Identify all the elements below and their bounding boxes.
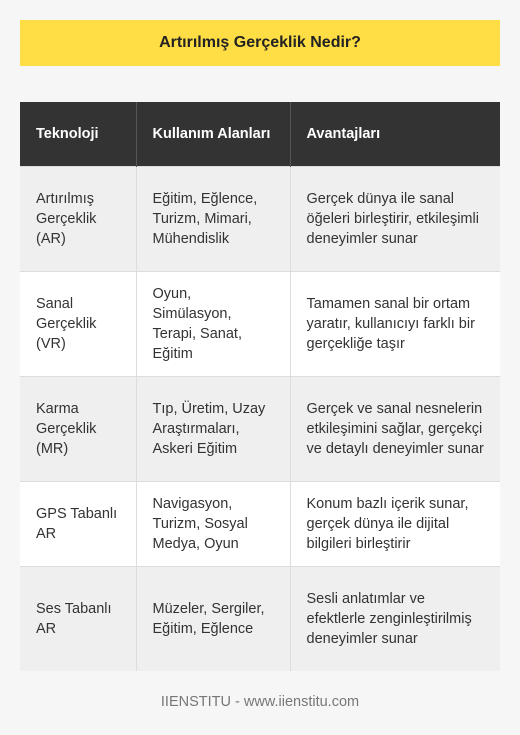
cell-usage-areas: Müzeler, Sergiler, Eğitim, Eğlence <box>136 567 290 672</box>
cell-usage-areas: Tıp, Üretim, Uzay Araştırmaları, Askeri Eğitim <box>136 377 290 482</box>
header-usage-areas: Kullanım Alanları <box>136 102 290 167</box>
header-advantages: Avantajları <box>290 102 500 167</box>
cell-technology: Karma Gerçeklik (MR) <box>20 377 136 482</box>
table-header-row <box>20 102 500 167</box>
ar-comparison-table <box>20 102 500 671</box>
cell-technology: GPS Tabanlı AR <box>20 482 136 567</box>
page-title-text: Artırılmış Gerçeklik Nedir? <box>159 34 361 51</box>
cell-technology: Ses Tabanlı AR <box>20 567 136 672</box>
table-row <box>20 377 500 482</box>
cell-advantages: Konum bazlı içerik sunar, gerçek dünya ile dijital bilgileri birleştirir <box>290 482 500 567</box>
cell-technology: Sanal Gerçeklik (VR) <box>20 272 136 377</box>
page-title <box>20 20 500 66</box>
table-row <box>20 272 500 377</box>
cell-advantages: Gerçek ve sanal nesnelerin etkileşimini sağlar, gerçekçi ve detaylı deneyimler sunar <box>290 377 500 482</box>
footer-credit: IIENSTITU - www.iienstitu.com <box>160 694 360 710</box>
cell-advantages: Gerçek dünya ile sanal öğeleri birleştirir, etkileşimli deneyimler sunar <box>290 167 500 272</box>
cell-usage-areas: Navigasyon, Turizm, Sosyal Medya, Oyun <box>136 482 290 567</box>
cell-advantages: Sesli anlatımlar ve efektlerle zenginleştirilmiş deneyimler sunar <box>290 567 500 672</box>
cell-usage-areas: Oyun, Simülasyon, Terapi, Sanat, Eğitim <box>136 272 290 377</box>
table-row <box>20 567 500 672</box>
table-row <box>20 167 500 272</box>
cell-usage-areas: Eğitim, Eğlence, Turizm, Mimari, Mühendislik <box>136 167 290 272</box>
cell-technology: Artırılmış Gerçeklik (AR) <box>20 167 136 272</box>
cell-advantages: Tamamen sanal bir ortam yaratır, kullanıcıyı farklı bir gerçekliğe taşır <box>290 272 500 377</box>
header-technology: Teknoloji <box>20 102 136 167</box>
table-row <box>20 482 500 567</box>
